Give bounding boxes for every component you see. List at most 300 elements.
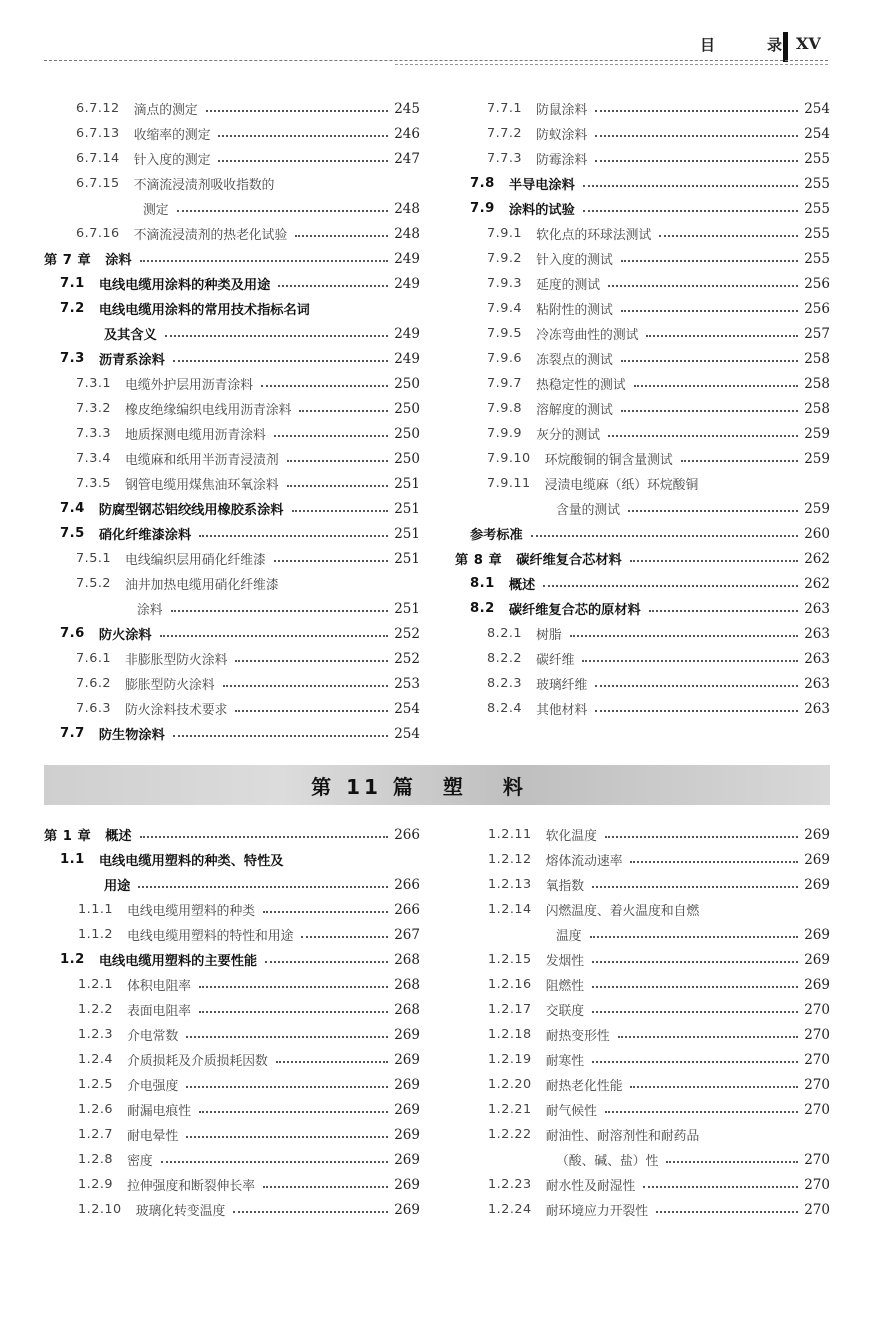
toc-leader-dots [595, 710, 798, 712]
toc-entry-title: 浸渍电缆麻（纸）环烷酸铜 [544, 478, 699, 493]
toc-entry-number: 1.2.24 [488, 1202, 532, 1217]
toc-entry-page: 260 [804, 525, 830, 542]
toc-entry-page: 258 [804, 400, 830, 417]
toc-entry [487, 646, 830, 671]
toc-entry [487, 671, 830, 696]
toc-entry-title: 防生物涂料 [98, 728, 165, 743]
toc-entry-title: 针入度的测试 [536, 253, 613, 268]
toc-entry-title: 冻裂点的测试 [536, 353, 613, 368]
toc-entry-page: 249 [394, 325, 420, 342]
toc-entry-title: 软化温度 [545, 829, 597, 844]
toc-entry-title: 防腐型钢芯铝绞线用橡胶系涂料 [98, 503, 284, 518]
toc-entry-page: 250 [394, 375, 420, 392]
toc-leader-dots [666, 1161, 798, 1163]
toc-entry-page: 269 [394, 1151, 420, 1168]
toc-leader-dots [592, 1011, 798, 1013]
toc-entry-page: 270 [804, 1026, 830, 1043]
toc-entry-number: 7.3.4 [76, 451, 112, 466]
toc-entry-number: 1.2.22 [488, 1127, 532, 1142]
toc-entry [487, 371, 830, 396]
toc-column-bottom-right [0, 822, 830, 1222]
toc-entry-page: 258 [804, 375, 830, 392]
toc-leader-dots [630, 861, 798, 863]
toc-leader-dots [634, 385, 799, 387]
toc-entry-title: 温度 [556, 929, 582, 944]
toc-entry-title: 涂料 [105, 253, 132, 268]
toc-entry-page: 269 [804, 926, 830, 943]
toc-entry-title: 热稳定性的测试 [536, 378, 626, 393]
toc-entry-number: 7.1 [60, 276, 85, 291]
toc-leader-dots [643, 1186, 798, 1188]
toc-entry [556, 496, 830, 521]
toc-entry-page: 270 [804, 1051, 830, 1068]
toc-entry-page: 247 [394, 150, 420, 167]
toc-entry-number: 1.2.7 [78, 1127, 114, 1142]
header-rule-secondary [395, 64, 828, 65]
toc-entry [487, 621, 830, 646]
toc-entry-title: 地质探测电缆用沥青涂料 [125, 428, 266, 443]
toc-leader-dots [595, 110, 798, 112]
toc-entry-number: 7.7 [60, 726, 85, 741]
toc-entry-page: 270 [804, 1001, 830, 1018]
toc-entry-page: 252 [394, 625, 420, 642]
toc-entry-number: 7.2 [60, 301, 85, 316]
toc-leader-dots [595, 685, 798, 687]
toc-entry-title: 防火涂料技术要求 [125, 703, 228, 718]
toc-leader-dots [646, 335, 798, 337]
toc-leader-dots [649, 610, 798, 612]
toc-entry-title: 耐漏电痕性 [127, 1104, 192, 1119]
toc-entry-page: 259 [804, 425, 830, 442]
toc-entry-title: 橡皮绝缘编织电线用沥青涂料 [125, 403, 292, 418]
toc-entry-page: 269 [394, 1051, 420, 1068]
toc-entry-title: 耐油性、耐溶剂性和耐药品 [545, 1129, 700, 1144]
toc-entry-page: 269 [804, 851, 830, 868]
toc-entry-title: 玻璃化转变温度 [135, 1204, 226, 1219]
toc-entry [487, 396, 830, 421]
toc-entry-title: 冷冻弯曲性的测试 [536, 328, 639, 343]
toc-entry-page: 249 [394, 350, 420, 367]
toc-entry-page: 255 [804, 175, 830, 192]
toc-entry-number: 1.2.17 [488, 1002, 532, 1017]
toc-entry-title: 介电强度 [127, 1079, 179, 1094]
toc-entry-number: 6.7.14 [76, 151, 120, 166]
toc-entry-title: 不滴流浸渍剂吸收指数的 [133, 178, 275, 193]
toc-entry-title: 发烟性 [545, 954, 585, 969]
toc-entry-title: 灰分的测试 [536, 428, 601, 443]
toc-entry-number: 1.2.3 [78, 1027, 114, 1042]
toc-entry-number: 1.1 [60, 852, 85, 867]
toc-entry [487, 321, 830, 346]
toc-entry-page: 268 [394, 951, 420, 968]
toc-entry-number: 1.2.15 [488, 952, 532, 967]
toc-entry-page: 245 [394, 100, 420, 117]
toc-entry [488, 897, 830, 922]
toc-entry-page: 270 [804, 1176, 830, 1193]
toc-entry-number: 1.2.9 [78, 1177, 114, 1192]
toc-entry-title: 粘附性的测试 [536, 303, 613, 318]
toc-entry-page: 269 [394, 1176, 420, 1193]
toc-entry [487, 246, 830, 271]
toc-entry-number: 第 7 章 [44, 253, 92, 268]
toc-entry-title: 耐电晕性 [127, 1129, 179, 1144]
toc-entry-title: 环烷酸铜的铜含量测试 [544, 453, 673, 468]
toc-entry-number: 7.6.3 [76, 701, 112, 716]
toc-entry [487, 421, 830, 446]
toc-entry-title: 电缆麻和纸用半沥青浸渍剂 [125, 453, 279, 468]
toc-entry-page: 254 [394, 725, 420, 742]
toc-entry-title: 防蚁涂料 [536, 128, 588, 143]
toc-entry-page: 250 [394, 450, 420, 467]
toc-entry [470, 171, 830, 196]
toc-entry-page: 254 [394, 700, 420, 717]
toc-entry-page: 257 [804, 325, 830, 342]
toc-entry-page: 266 [394, 901, 420, 918]
running-title-char-2: 录 [766, 36, 782, 54]
toc-entry-title: 膨胀型防火涂料 [125, 678, 215, 693]
toc-entry [470, 196, 830, 221]
toc-entry-number: 7.7.3 [487, 151, 523, 166]
toc-entry-title: 电缆外护层用沥青涂料 [125, 378, 254, 393]
toc-leader-dots [628, 510, 798, 512]
toc-entry [487, 271, 830, 296]
toc-entry-title: 阻燃性 [545, 979, 585, 994]
toc-entry-title: 电线电缆用塑料的种类 [127, 904, 256, 919]
toc-entry-number: 7.4 [60, 501, 85, 516]
toc-entry-number: 8.2.1 [487, 626, 523, 641]
toc-leader-dots [595, 160, 798, 162]
toc-entry-number: 7.3.1 [76, 376, 112, 391]
toc-leader-dots [659, 235, 798, 237]
toc-entry-page: 253 [394, 675, 420, 692]
toc-entry-page: 251 [394, 475, 420, 492]
toc-entry [487, 296, 830, 321]
toc-leader-dots [592, 986, 798, 988]
toc-entry-number: 7.9.9 [487, 426, 523, 441]
toc-entry-page: 269 [804, 951, 830, 968]
toc-entry-title: 涂料 [137, 603, 163, 618]
toc-leader-dots [681, 460, 799, 462]
toc-entry [488, 1122, 830, 1147]
page-number: XV [796, 34, 821, 53]
toc-entry-page: 255 [804, 225, 830, 242]
toc-entry-page: 249 [394, 250, 420, 267]
toc-entry-page: 270 [804, 1201, 830, 1218]
toc-entry-page: 269 [394, 1126, 420, 1143]
toc-leader-dots [595, 135, 798, 137]
toc-entry-title: 耐环境应力开裂性 [545, 1204, 649, 1219]
toc-leader-dots [621, 310, 798, 312]
toc-entry [487, 146, 830, 171]
toc-leader-dots [583, 185, 798, 187]
toc-entry-number: 8.2.2 [487, 651, 523, 666]
toc-entry-title: 耐热变形性 [545, 1029, 610, 1044]
toc-entry [488, 847, 830, 872]
toc-entry [487, 446, 830, 471]
toc-entry-number: 6.7.13 [76, 126, 120, 141]
toc-leader-dots [630, 1086, 798, 1088]
toc-entry-number: 1.2.8 [78, 1152, 114, 1167]
toc-entry-title: 溶解度的测试 [536, 403, 613, 418]
toc-entry-page: 266 [394, 826, 420, 843]
toc-entry-title: 碳纤维复合芯材料 [516, 553, 622, 568]
toc-entry-title: 概述 [508, 578, 536, 593]
toc-entry-title: 半导电涂料 [508, 178, 575, 193]
toc-entry-number: 7.5.1 [76, 551, 112, 566]
toc-entry-title: 防鼠涂料 [536, 103, 588, 118]
toc-entry [487, 221, 830, 246]
toc-entry-title: 电线电缆用塑料的特性和用途 [127, 929, 294, 944]
toc-entry-number: 1.1.1 [78, 902, 114, 917]
toc-entry-title: 沥青系涂料 [98, 353, 165, 368]
toc-entry-number: 7.9.2 [487, 251, 523, 266]
toc-entry [488, 1097, 830, 1122]
toc-entry-number: 1.1.2 [78, 927, 114, 942]
toc-entry-title: 用途 [104, 879, 131, 894]
toc-entry-page: 268 [394, 1001, 420, 1018]
toc-entry [488, 1022, 830, 1047]
toc-entry-page: 269 [394, 1076, 420, 1093]
toc-entry-title: 表面电阻率 [127, 1004, 192, 1019]
toc-entry-page: 269 [394, 1101, 420, 1118]
toc-entry-title: 防火涂料 [98, 628, 152, 643]
toc-entry-title: 拉伸强度和断裂伸长率 [127, 1179, 256, 1194]
toc-entry-page: 251 [394, 600, 420, 617]
toc-entry-page: 255 [804, 200, 830, 217]
toc-entry [487, 121, 830, 146]
toc-entry-page: 266 [394, 876, 420, 893]
toc-entry-title: 涂料的试验 [508, 203, 575, 218]
toc-entry-page: 246 [394, 125, 420, 142]
toc-entry-number: 1.2.21 [488, 1102, 532, 1117]
toc-entry-number: 1.2.6 [78, 1102, 114, 1117]
header-bar [783, 32, 788, 62]
toc-entry-title: 电线电缆用涂料的常用技术指标名词 [98, 303, 310, 318]
toc-entry-title: 电线编织层用硝化纤维漆 [125, 553, 266, 568]
toc-leader-dots [621, 360, 798, 362]
toc-leader-dots [621, 260, 798, 262]
toc-entry-title: 交联度 [545, 1004, 585, 1019]
page-header [0, 0, 876, 70]
toc-entry-page: 262 [804, 575, 830, 592]
toc-entry [488, 947, 830, 972]
toc-entry [487, 471, 830, 496]
toc-leader-dots [583, 210, 798, 212]
toc-entry [470, 596, 830, 621]
toc-entry-number: 8.2 [470, 601, 495, 616]
toc-entry-number: 1.2.12 [488, 852, 532, 867]
toc-leader-dots [618, 1036, 799, 1038]
toc-entry-number: 7.8 [470, 176, 495, 191]
toc-leader-dots [543, 585, 798, 587]
toc-entry-number: 8.2.4 [487, 701, 523, 716]
toc-entry-page: 255 [804, 250, 830, 267]
toc-entry-page: 256 [804, 275, 830, 292]
toc-entry-title: 耐水性及耐湿性 [545, 1179, 636, 1194]
toc-leader-dots [173, 735, 388, 737]
toc-entry-page: 269 [394, 1026, 420, 1043]
toc-entry [487, 346, 830, 371]
toc-entry-page: 263 [804, 600, 830, 617]
toc-entry-title: 介电常数 [127, 1029, 179, 1044]
toc-entry [556, 922, 830, 947]
toc-leader-dots [605, 836, 798, 838]
toc-entry-title: 电线电缆用塑料的种类、特性及 [98, 854, 284, 869]
toc-entry-number: 1.2.16 [488, 977, 532, 992]
header-rule [44, 60, 828, 61]
toc-entry-title: 其他材料 [536, 703, 588, 718]
toc-entry-title: 参考标准 [470, 528, 523, 543]
toc-entry-page: 250 [394, 400, 420, 417]
toc-entry-title: 密度 [127, 1154, 153, 1169]
toc-entry-title: 钢管电缆用煤焦油环氧涂料 [125, 478, 279, 493]
toc-entry-title: 非膨胀型防火涂料 [125, 653, 228, 668]
toc-entry-number: 6.7.16 [76, 226, 120, 241]
toc-entry-number: 7.3 [60, 351, 85, 366]
toc-entry-title: 碳纤维 [536, 653, 575, 668]
toc-entry-number: 1.2.11 [488, 827, 532, 842]
toc-entry-number: 1.2.1 [78, 977, 114, 992]
toc-entry-number: 8.1 [470, 576, 495, 591]
toc-entry-title: 滴点的测定 [133, 103, 198, 118]
toc-entry-page: 252 [394, 650, 420, 667]
toc-entry-page: 250 [394, 425, 420, 442]
toc-entry-number: 7.9.4 [487, 301, 523, 316]
toc-entry-title: 收缩率的测定 [133, 128, 211, 143]
toc-entry-page: 263 [804, 700, 830, 717]
toc-entry-number: 1.2.18 [488, 1027, 532, 1042]
toc-entry-number: 7.6.2 [76, 676, 112, 691]
toc-leader-dots [592, 961, 798, 963]
toc-leader-dots [570, 635, 799, 637]
part-banner [44, 765, 830, 805]
toc-entry-page: 270 [804, 1076, 830, 1093]
toc-leader-dots [605, 1111, 798, 1113]
toc-entry-number: 7.9.7 [487, 376, 523, 391]
toc-entry-title: 软化点的环球法测试 [536, 228, 652, 243]
toc-entry [488, 1072, 830, 1097]
toc-entry-number: 1.2.23 [488, 1177, 532, 1192]
toc-entry-title: 防霉涂料 [536, 153, 588, 168]
toc-leader-dots [621, 410, 798, 412]
toc-entry-number: 1.2.20 [488, 1077, 532, 1092]
toc-entry-number: 7.9.10 [487, 451, 531, 466]
toc-leader-dots [608, 435, 798, 437]
toc-entry-number: 1.2 [60, 952, 85, 967]
toc-entry-page: 248 [394, 200, 420, 217]
toc-entry-title: 耐气候性 [545, 1104, 597, 1119]
toc-entry-number: 6.7.12 [76, 101, 120, 116]
toc-leader-dots [656, 1211, 798, 1213]
toc-entry-title: （酸、碱、盐）性 [556, 1154, 659, 1169]
toc-entry-number: 第 8 章 [455, 553, 503, 568]
toc-entry-title: 玻璃纤维 [536, 678, 588, 693]
toc-entry-title: 耐热老化性能 [545, 1079, 623, 1094]
toc-entry-number: 7.9.3 [487, 276, 523, 291]
toc-entry-title: 闪燃温度、着火温度和自燃 [545, 904, 700, 919]
toc-entry [60, 721, 420, 746]
toc-entry-title: 硝化纤维漆涂料 [98, 528, 192, 543]
toc-entry-page: 262 [804, 550, 830, 567]
toc-entry-number: 1.2.2 [78, 1002, 114, 1017]
toc-entry [488, 997, 830, 1022]
toc-entry [470, 571, 830, 596]
toc-entry-number: 7.3.5 [76, 476, 112, 491]
toc-entry-number: 1.2.13 [488, 877, 532, 892]
toc-column-top-right [0, 96, 830, 721]
toc-leader-dots [582, 660, 798, 662]
toc-entry-number: 7.9.1 [487, 226, 523, 241]
toc-entry-title: 介质损耗及介质损耗因数 [127, 1054, 268, 1069]
toc-entry-title: 电线电缆用塑料的主要性能 [98, 954, 258, 969]
toc-entry-page: 254 [804, 125, 830, 142]
toc-entry-page: 256 [804, 300, 830, 317]
toc-entry-title: 不滴流浸渍剂的热老化试验 [133, 228, 288, 243]
toc-entry-page: 259 [804, 450, 830, 467]
toc-entry-title: 及其含义 [104, 328, 157, 343]
toc-entry [487, 96, 830, 121]
toc-entry-title: 耐寒性 [545, 1054, 585, 1069]
toc-entry [488, 822, 830, 847]
toc-entry-title: 碳纤维复合芯的原材料 [508, 603, 641, 618]
toc-entry-page: 258 [804, 350, 830, 367]
toc-leader-dots [592, 1061, 798, 1063]
toc-entry-page: 251 [394, 525, 420, 542]
toc-entry-page: 248 [394, 225, 420, 242]
toc-leader-dots [590, 936, 799, 938]
toc-entry-number: 6.7.15 [76, 176, 120, 191]
toc-entry-page: 269 [394, 1201, 420, 1218]
toc-entry-page: 255 [804, 150, 830, 167]
toc-entry-page: 263 [804, 625, 830, 642]
toc-entry-number: 7.3.2 [76, 401, 112, 416]
toc-entry-number: 7.6 [60, 626, 85, 641]
toc-entry-number: 7.9.11 [487, 476, 531, 491]
part-title: 第 11 篇 [311, 774, 417, 799]
toc-entry-number: 7.5 [60, 526, 85, 541]
toc-entry [487, 696, 830, 721]
toc-entry-title: 测定 [143, 203, 169, 218]
toc-entry-number: 7.3.3 [76, 426, 112, 441]
toc-entry [488, 972, 830, 997]
toc-entry-number: 7.9.6 [487, 351, 523, 366]
running-title-char-1: 目 [700, 36, 716, 54]
toc-leader-dots [531, 535, 798, 537]
running-title [700, 34, 782, 55]
toc-entry-title: 熔体流动速率 [545, 854, 623, 869]
toc-entry [470, 521, 830, 546]
toc-entry-page: 267 [394, 926, 420, 943]
toc-entry-title: 树脂 [536, 628, 562, 643]
toc-entry [488, 1197, 830, 1222]
toc-entry-number: 1.2.14 [488, 902, 532, 917]
toc-entry-page: 270 [804, 1151, 830, 1168]
toc-entry-page: 263 [804, 650, 830, 667]
toc-entry-page: 269 [804, 976, 830, 993]
toc-entry-page: 259 [804, 500, 830, 517]
toc-entry-page: 268 [394, 976, 420, 993]
toc-leader-dots [608, 285, 798, 287]
toc-entry-title: 含量的测试 [556, 503, 620, 518]
part-name: 塑料 [442, 774, 563, 799]
toc-entry-page: 270 [804, 1101, 830, 1118]
toc-entry [488, 1047, 830, 1072]
toc-entry-title: 油井加热电缆用硝化纤维漆 [125, 578, 279, 593]
toc-entry-title: 电线电缆用涂料的种类及用途 [98, 278, 271, 293]
toc-entry-number: 7.6.1 [76, 651, 112, 666]
toc-entry-title: 氧指数 [545, 879, 585, 894]
toc-entry-page: 269 [804, 876, 830, 893]
